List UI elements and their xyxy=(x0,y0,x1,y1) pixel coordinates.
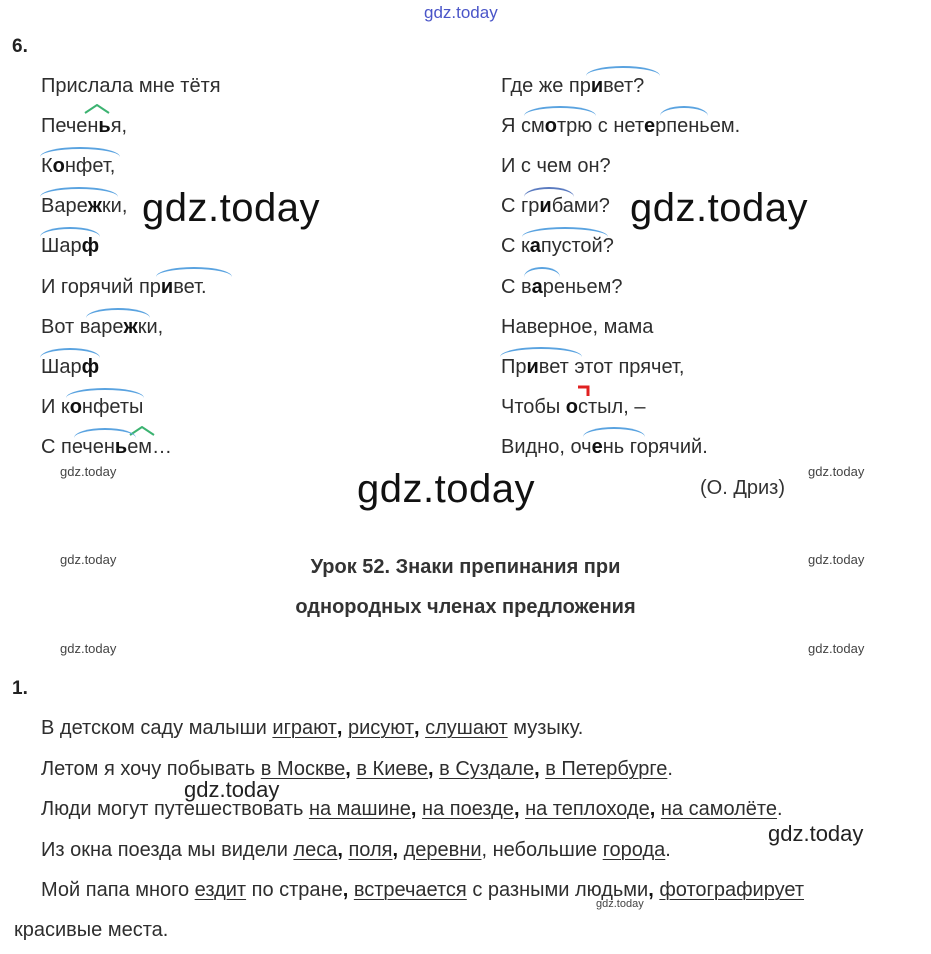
watermark-small: gdz.today xyxy=(60,641,117,656)
root-arc-icon xyxy=(583,427,645,437)
poem-right-line-2: Я смотрю с нетерпеньем. xyxy=(501,115,741,137)
poem-left-line-10: С печеньем… xyxy=(41,436,173,458)
watermark-large: gdz.today xyxy=(630,186,808,230)
exercise1-sentence-1: В детском саду малыши играют, рисуют, слушают музыку. xyxy=(41,717,584,739)
watermark-large: gdz.today xyxy=(357,467,535,511)
root-arc-icon xyxy=(524,267,560,277)
poem-right-line-6: С вареньем? xyxy=(501,276,623,298)
poem-attribution: (О. Дриз) xyxy=(700,477,785,499)
lesson-title-line-2: однородных членах предложения xyxy=(295,596,636,618)
root-arc-icon xyxy=(660,106,708,116)
watermark-small: gdz.today xyxy=(808,464,865,479)
watermark-small: gdz.today xyxy=(596,898,644,910)
root-arc-icon xyxy=(40,147,120,157)
poem-right-line-8: Привет этот прячет, xyxy=(501,356,685,378)
watermark-large: gdz.today xyxy=(142,186,320,230)
root-arc-icon xyxy=(500,347,582,357)
poem-right-line-5: С капустой? xyxy=(501,235,614,257)
poem-right-line-4: С грибами? xyxy=(501,195,610,217)
root-arc-icon xyxy=(524,106,596,116)
watermark-small: gdz.today xyxy=(60,552,117,567)
root-arc-icon xyxy=(524,187,574,197)
lesson-title-line-1: Урок 52. Знаки препинания при xyxy=(310,556,621,578)
exercise1-sentence-4: Из окна поезда мы видели леса, поля, деревни, небольшие города. xyxy=(41,839,671,861)
poem-left-line-3: Конфет, xyxy=(41,155,116,177)
poem-left-line-2: Печенья, xyxy=(41,115,128,137)
exercise1-sentence-3: Люди могут путешествовать на машине, на поезде, на теплоходе, на самолёте. xyxy=(41,798,783,820)
watermark-medium: gdz.today xyxy=(768,821,864,846)
poem-left-line-6: И горячий привет. xyxy=(41,276,207,298)
root-arc-icon xyxy=(40,227,100,237)
poem-right-line-10: Видно, очень горячий. xyxy=(501,436,708,458)
exercise1-sentence-2: Летом я хочу побывать в Москве, в Киеве, в Суздале, в Петербурге. xyxy=(41,758,673,780)
poem-left-line-4: Варежки, xyxy=(41,195,128,217)
root-arc-icon xyxy=(156,267,232,277)
poem-left-line-9: И конфеты xyxy=(41,396,144,418)
watermark-small: gdz.today xyxy=(808,552,865,567)
poem-right-line-7: Наверное, мама xyxy=(501,316,654,338)
exercise1-sentence-5-continued: красивые места. xyxy=(14,919,169,941)
poem-left-line-7: Вот варежки, xyxy=(41,316,164,338)
poem-right-line-1: Где же привет? xyxy=(501,75,645,97)
exercise-number-6: 6. xyxy=(12,36,28,57)
watermark-top: gdz.today xyxy=(424,3,498,22)
stress-mark-icon xyxy=(576,385,590,397)
root-arc-icon xyxy=(86,308,150,318)
root-arc-icon xyxy=(66,388,144,398)
exercise-number-1: 1. xyxy=(12,678,28,699)
suffix-caret-icon xyxy=(84,104,110,114)
poem-left-line-1: Прислала мне тётя xyxy=(41,75,221,97)
root-arc-icon xyxy=(522,227,608,237)
root-arc-icon xyxy=(586,66,660,76)
exercise1-sentence-5: Мой папа много ездит по стране, встречается с разными людьми, фотографирует xyxy=(41,879,805,901)
root-arc-icon xyxy=(40,187,118,197)
root-arc-icon xyxy=(74,428,136,438)
poem-left-line-8: Шарф xyxy=(41,356,100,378)
poem-left-line-5: Шарф xyxy=(41,235,100,257)
watermark-small: gdz.today xyxy=(808,641,865,656)
poem-right-line-9: Чтобы остыл, – xyxy=(501,396,646,418)
root-arc-icon xyxy=(40,348,100,358)
watermark-small: gdz.today xyxy=(60,464,117,479)
watermark-medium: gdz.today xyxy=(184,777,280,802)
poem-right-line-3: И с чем он? xyxy=(501,155,611,177)
